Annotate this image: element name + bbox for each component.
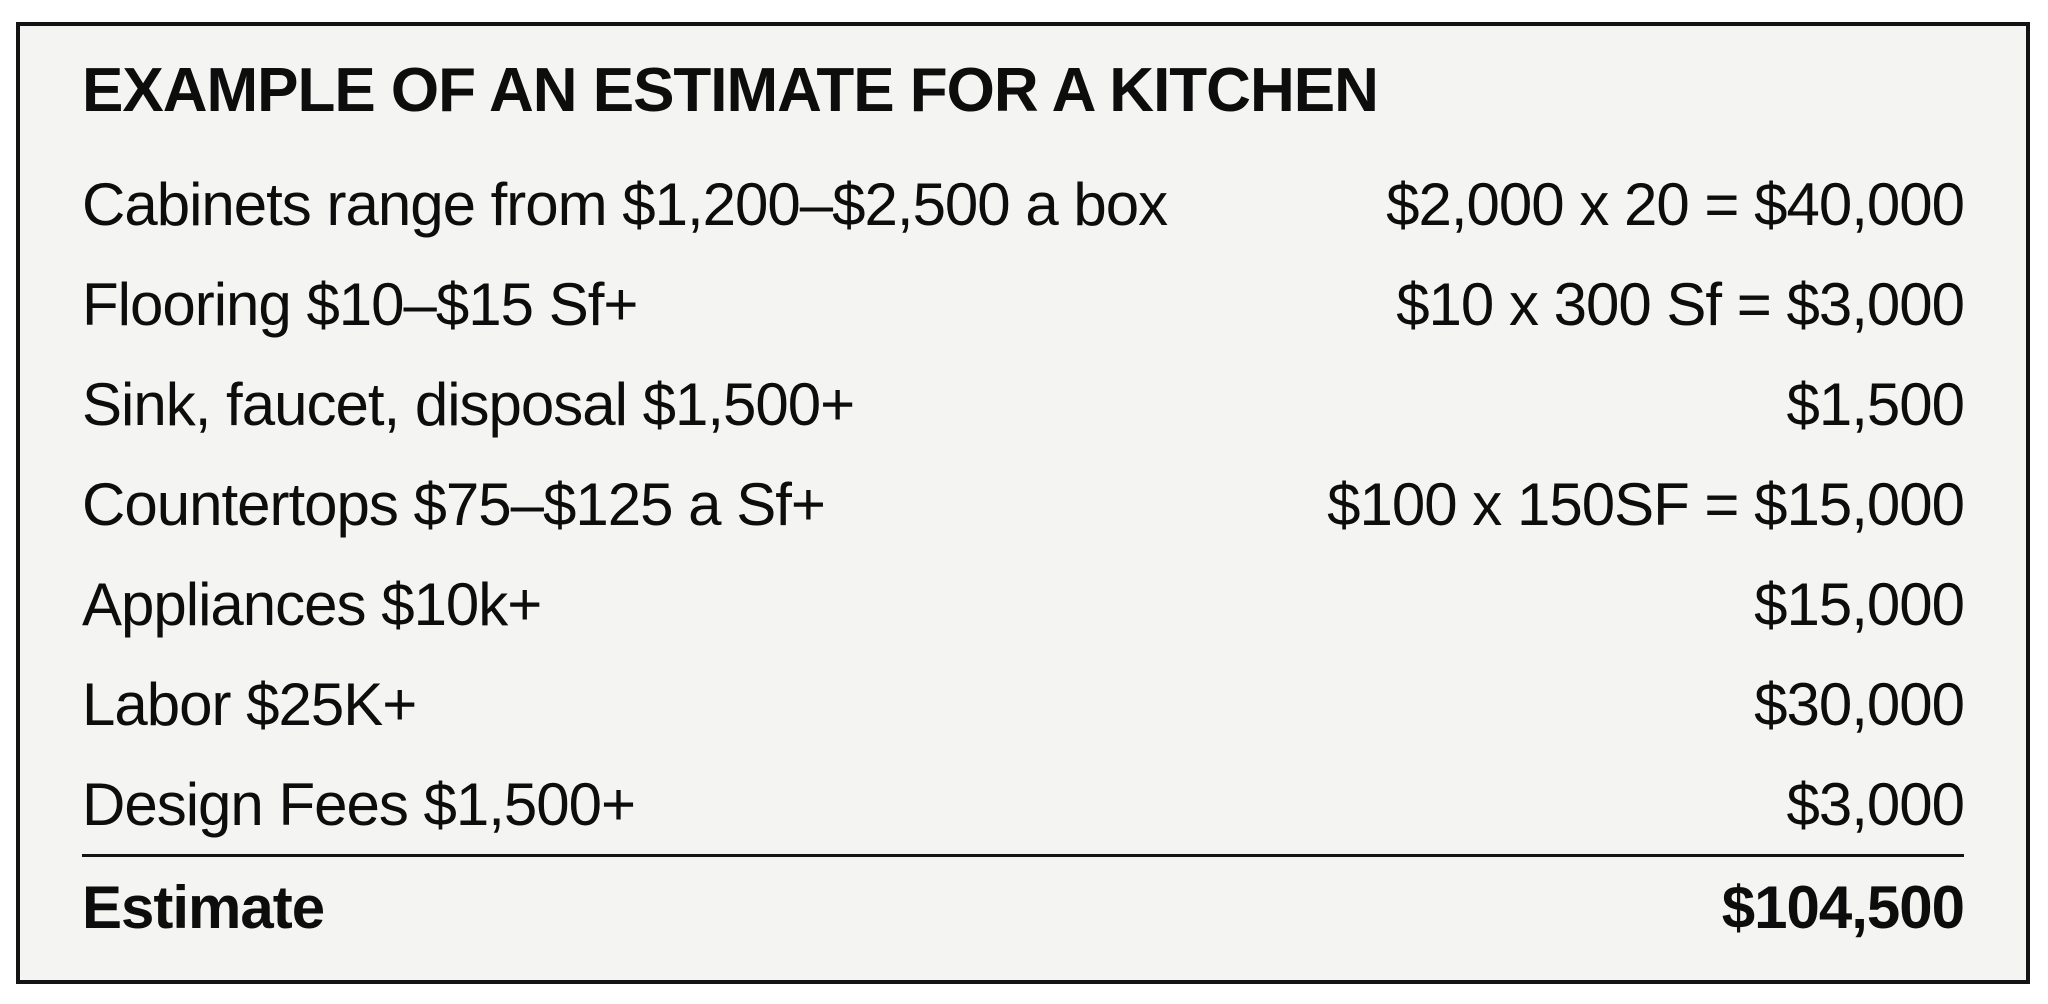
item-label: Appliances $10k+ bbox=[82, 570, 542, 638]
table-header bbox=[82, 26, 1964, 154]
item-label: Design Fees $1,500+ bbox=[82, 770, 636, 838]
item-label: Sink, faucet, disposal $1,500+ bbox=[82, 370, 855, 438]
item-value: $1,500 bbox=[1786, 370, 1964, 438]
item-value: $2,000 x 20 = $40,000 bbox=[1386, 170, 1964, 238]
item-value: $3,000 bbox=[1786, 770, 1964, 838]
item-value: $10 x 300 Sf = $3,000 bbox=[1396, 270, 1964, 338]
table-title: EXAMPLE OF AN ESTIMATE FOR A KITCHEN bbox=[82, 55, 1378, 125]
item-value: $30,000 bbox=[1754, 670, 1964, 738]
item-value: $100 x 150SF = $15,000 bbox=[1327, 470, 1964, 538]
table-row bbox=[82, 554, 1964, 654]
table-row bbox=[82, 254, 1964, 354]
item-label: Cabinets range from $1,200–$2,500 a box bbox=[82, 170, 1168, 238]
table-row bbox=[82, 354, 1964, 454]
item-label: Flooring $10–$15 Sf+ bbox=[82, 270, 638, 338]
table-row bbox=[82, 654, 1964, 754]
item-value: $15,000 bbox=[1754, 570, 1964, 638]
table-row bbox=[82, 754, 1964, 854]
total-label: Estimate bbox=[82, 873, 325, 941]
table-row bbox=[82, 454, 1964, 554]
table-row bbox=[82, 154, 1964, 254]
item-label: Labor $25K+ bbox=[82, 670, 417, 738]
item-label: Countertops $75–$125 a Sf+ bbox=[82, 470, 825, 538]
total-value: $104,500 bbox=[1721, 873, 1964, 941]
estimate-table-panel bbox=[16, 22, 2030, 984]
total-row bbox=[82, 857, 1964, 957]
